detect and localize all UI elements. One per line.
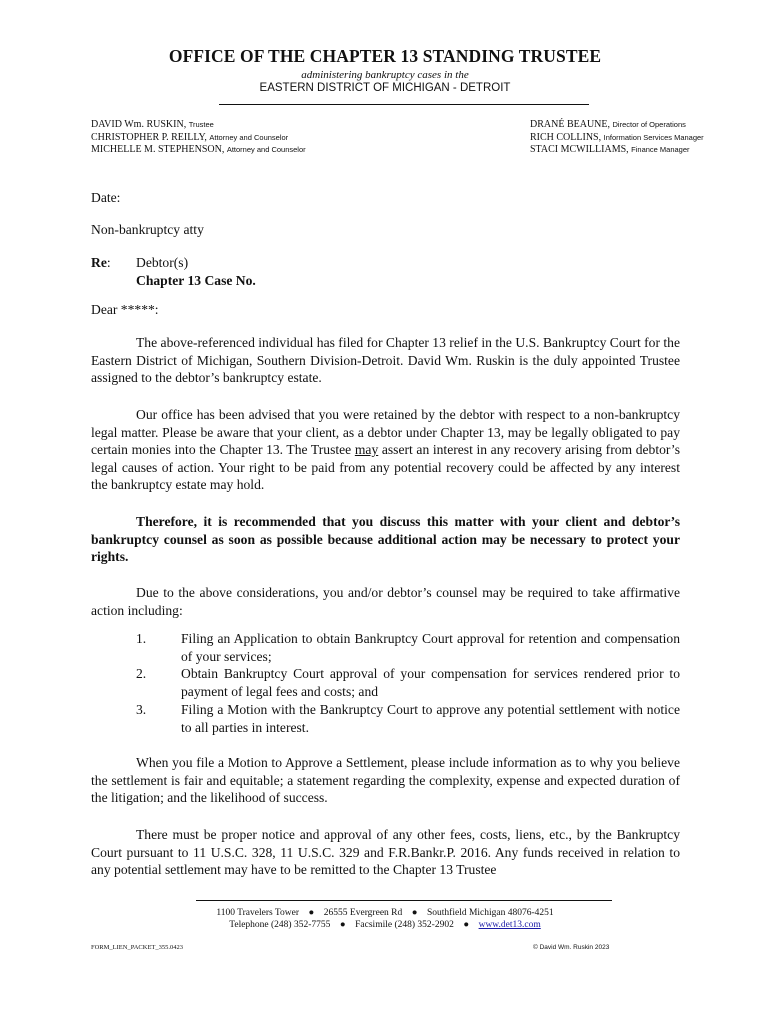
- footer-address: 1100 Travelers Tower: [216, 908, 300, 918]
- office-title: OFFICE OF THE CHAPTER 13 STANDING TRUSTEE: [168, 46, 602, 66]
- staff-list-right: [530, 119, 704, 157]
- bullet-separator: ●: [463, 920, 470, 930]
- case-number-line: Chapter 13 Case No.: [136, 272, 256, 288]
- footer-address-line: [0, 908, 770, 918]
- staff-name: DAVID Wm. RUSKIN,: [91, 119, 187, 130]
- list-number: 3.: [136, 702, 147, 717]
- staff-name: MICHELLE M. STEPHENSON,: [91, 144, 225, 156]
- footer-city: Southfield Michigan 48076-4251: [427, 908, 554, 918]
- website-link[interactable]: www.det13.com: [478, 920, 541, 930]
- staff-list-left: [91, 119, 306, 157]
- staff-role: Director of Operations: [612, 120, 686, 129]
- bullet-separator: ●: [411, 908, 418, 918]
- footer-facsimile: Facsimile (248) 352-2902: [355, 920, 454, 930]
- staff-name: STACI MCWILLIAMS,: [530, 144, 629, 156]
- re-block: [136, 254, 256, 289]
- bullet-separator: ●: [339, 920, 346, 930]
- list-number: 2.: [136, 666, 147, 681]
- emphasized-may: may: [354, 442, 379, 458]
- footer-telephone: Telephone (248) 352-7755: [229, 920, 331, 930]
- staff-role: Information Services Manager: [603, 132, 704, 142]
- staff-name: CHRISTOPHER P. REILLY,: [91, 131, 207, 143]
- footer-street: 26555 Evergreen Rd: [323, 908, 403, 918]
- staff-role: Attorney and Counselor: [226, 145, 306, 155]
- staff-role: Trustee: [188, 120, 214, 129]
- bullet-separator: ●: [308, 908, 315, 918]
- staff-entry: [91, 144, 306, 157]
- footer-contact-line: [0, 920, 770, 930]
- debtor-line: Debtor(s): [136, 255, 189, 270]
- list-item: Filing a Motion with the Bankruptcy Court to approve any potential settlement with notice to all parties in interest.: [181, 702, 680, 735]
- list-number: 1.: [136, 631, 147, 646]
- paragraph-retention-advisory: Our office has been advised that you were retained by the debtor with respect to a non-bankruptcy legal matter. Please be aware that your client, as a debtor under Chapter 13, may be legally obligated to pay certain monies into the Chapter 13. The Trustee may assert an interest in any recovery arising from debtor’s legal causes of action. Your right to be paid from any potential recovery could be affected by any interest the bankruptcy estate may hold.: [91, 407, 680, 493]
- date-label: Date:: [91, 190, 121, 205]
- office-subtitle: administering bankruptcy cases in the: [301, 69, 469, 81]
- header-divider: [219, 104, 589, 105]
- staff-role: Finance Manager: [631, 145, 690, 155]
- staff-entry: [530, 144, 704, 157]
- salutation: Dear *****:: [91, 302, 159, 317]
- staff-name: RICH COLLINS,: [530, 131, 602, 143]
- copyright-notice: © David Wm. Ruskin 2023: [533, 944, 610, 951]
- recipient: Non-bankruptcy atty: [91, 222, 204, 237]
- footer-divider: [196, 900, 612, 901]
- list-item: Obtain Bankruptcy Court approval of your compensation for services rendered prior to payment of legal fees and costs; and: [181, 666, 680, 699]
- paragraph-recommendation: Therefore, it is recommended that you discuss this matter with your client and debtor’s bankruptcy counsel as soon as possible because additional action may be necessary to protect your rights.: [91, 514, 680, 565]
- staff-name: DRANÉ BEAUNE,: [530, 119, 610, 130]
- paragraph-considerations: Due to the above considerations, you and/or debtor’s counsel may be required to take affirmative action including:: [91, 585, 680, 618]
- paragraph-settlement-motion: When you file a Motion to Approve a Settlement, please include information as to why you believe the settlement is fair and equitable; a statement regarding the complexity, expense and expected duration of the litigation; and the likelihood of success.: [91, 755, 680, 806]
- staff-entry: [91, 119, 306, 132]
- staff-entry: [530, 132, 704, 145]
- district-name: EASTERN DISTRICT OF MICHIGAN - DETROIT: [259, 82, 511, 94]
- paragraph-fees-notice: There must be proper notice and approval of any other fees, costs, liens, etc., by the Bankruptcy Court pursuant to 11 U.S.C. 328, 11 U.S.C. 329 and F.R.Bankr.P. 2016. Any funds received in relation to any potential settlement may have to be remitted to the Chapter 13 Trustee: [91, 827, 680, 878]
- form-code: FORM_LIEN_PACKET_355.0423: [91, 944, 184, 951]
- re-label: Re:: [91, 255, 111, 270]
- staff-role: Attorney and Counselor: [209, 132, 289, 142]
- staff-entry: [530, 119, 704, 132]
- list-item: Filing an Application to obtain Bankruptcy Court approval for retention and compensation of your services;: [181, 631, 680, 664]
- staff-entry: [91, 132, 306, 145]
- paragraph-filing-notice: The above-referenced individual has filed for Chapter 13 relief in the U.S. Bankruptcy Court for the Eastern District of Michigan, Southern Division-Detroit. David Wm. Ruskin is the duly appointed Trustee assigned to the debtor’s bankruptcy estate.: [91, 335, 680, 386]
